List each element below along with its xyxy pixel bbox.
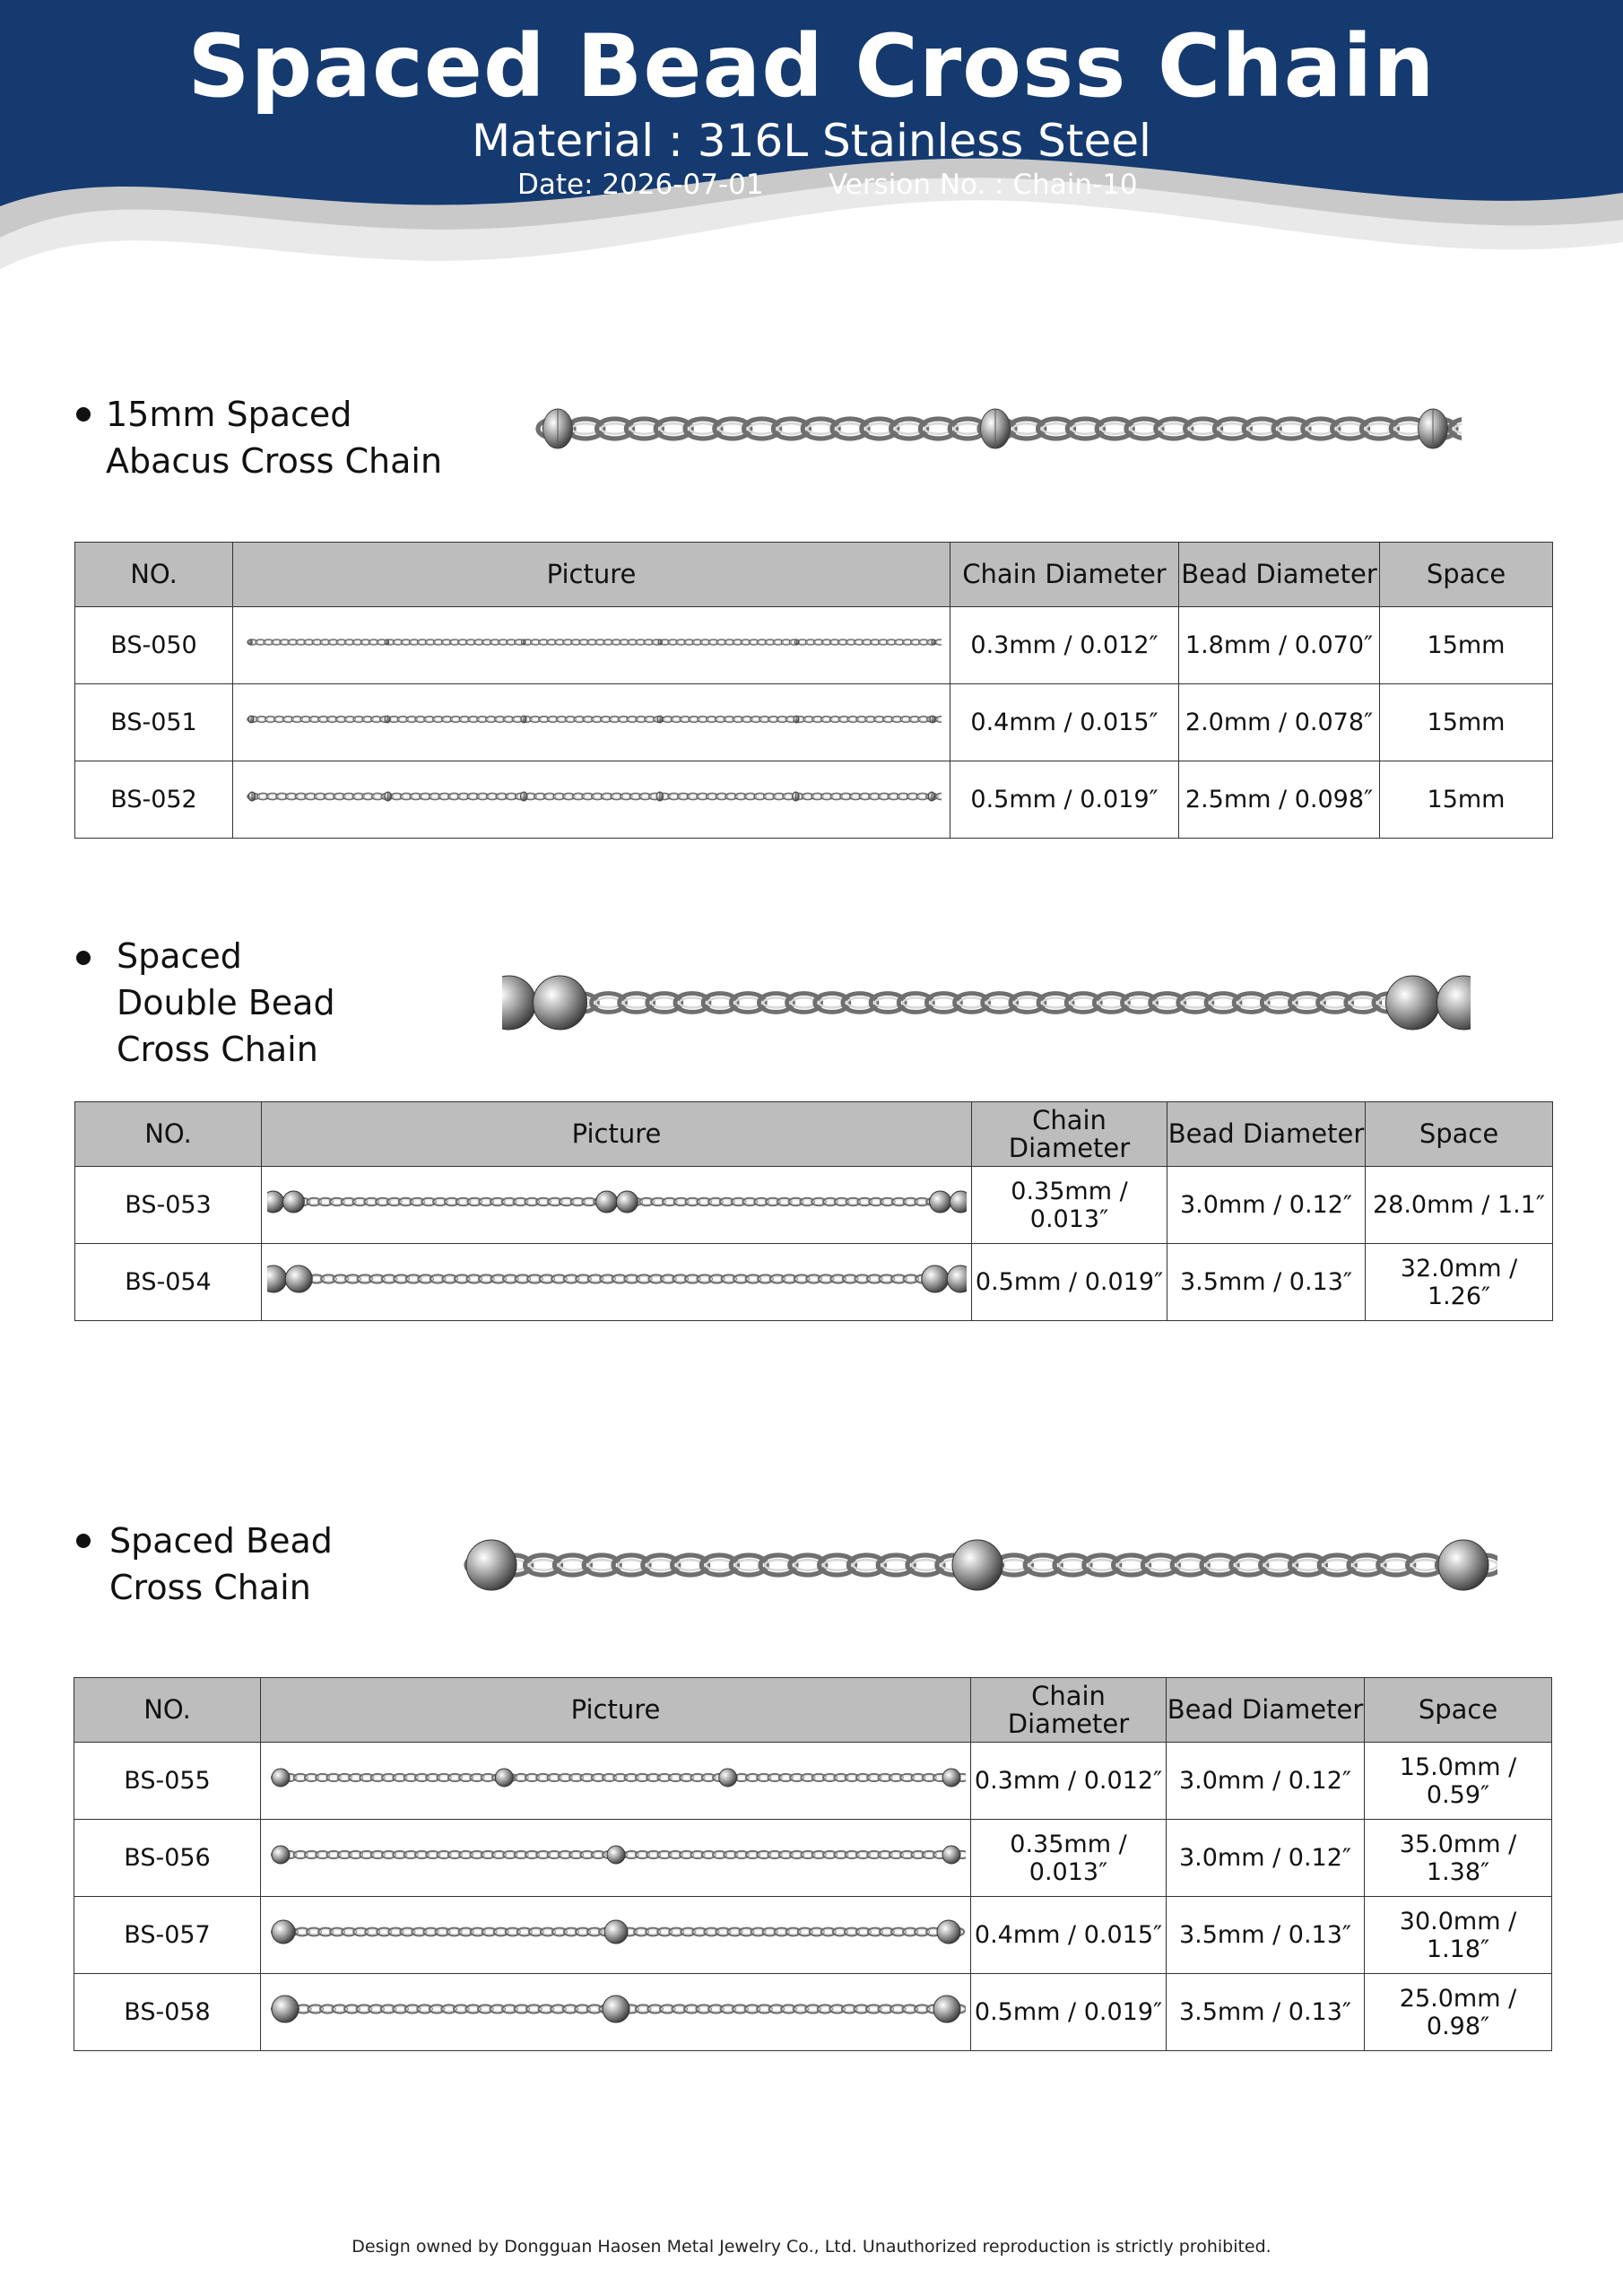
item-number: BS-057 bbox=[74, 1897, 261, 1974]
section-2-title-line-2: Double Bead bbox=[117, 983, 335, 1022]
bead-diameter: 3.0mm / 0.12″ bbox=[1167, 1743, 1365, 1820]
chain-diameter: 0.5mm / 0.019″ bbox=[972, 1244, 1167, 1321]
column-header-no: NO. bbox=[75, 543, 233, 607]
space: 30.0mm / 1.18″ bbox=[1365, 1897, 1552, 1974]
chain-diameter: 0.5mm / 0.019″ bbox=[971, 1974, 1167, 2051]
section-3-title bbox=[109, 1518, 333, 1611]
column-header-chain-diameter: Chain Diameter bbox=[950, 543, 1179, 607]
chain-links bbox=[508, 994, 1471, 1013]
chain-links bbox=[247, 717, 942, 723]
chain-diameter: 0.4mm / 0.015″ bbox=[971, 1897, 1167, 1974]
table-row bbox=[75, 607, 1553, 684]
column-header-picture: Picture bbox=[261, 1678, 971, 1743]
chain-diameter: 0.3mm / 0.012″ bbox=[950, 607, 1179, 684]
item-number: BS-054 bbox=[75, 1244, 262, 1321]
column-header-picture: Picture bbox=[233, 543, 950, 607]
chain-thumbnail bbox=[242, 778, 942, 814]
beads bbox=[543, 409, 1448, 448]
chain-links bbox=[273, 1274, 967, 1283]
section-1-bullet bbox=[76, 407, 91, 422]
bead-diameter: 3.5mm / 0.13″ bbox=[1167, 1897, 1365, 1974]
column-header-chain-diameter: Chain Diameter bbox=[971, 1678, 1167, 1743]
double-bead-chain-hero-image bbox=[502, 958, 1471, 1048]
section-3-title-line-1: Spaced Bead bbox=[109, 1521, 333, 1561]
section-3-bullet bbox=[76, 1534, 91, 1548]
bead-diameter: 2.0mm / 0.078″ bbox=[1179, 684, 1380, 761]
section-1-title-line-1: 15mm Spaced bbox=[106, 395, 352, 434]
chain-links bbox=[247, 793, 942, 799]
item-number: BS-055 bbox=[74, 1743, 261, 1820]
item-number: BS-056 bbox=[74, 1820, 261, 1897]
chain-diameter: 0.4mm / 0.015″ bbox=[950, 684, 1179, 761]
chain-thumbnail bbox=[266, 1914, 966, 1950]
beads bbox=[267, 1191, 967, 1213]
space: 28.0mm / 1.1″ bbox=[1366, 1167, 1553, 1244]
column-header-picture: Picture bbox=[262, 1102, 972, 1167]
space: 35.0mm / 1.38″ bbox=[1365, 1820, 1552, 1897]
chain-thumbnail bbox=[266, 1837, 966, 1873]
spaced-bead-chain-hero-image bbox=[457, 1525, 1497, 1605]
section-2-title-line-3: Cross Chain bbox=[117, 1030, 318, 1069]
page-header bbox=[0, 0, 1623, 296]
column-header-no: NO. bbox=[74, 1678, 261, 1743]
table-row bbox=[75, 1244, 1553, 1321]
bead-diameter: 3.0mm / 0.12″ bbox=[1167, 1167, 1366, 1244]
chain-thumbnail bbox=[267, 1259, 967, 1299]
item-number: BS-050 bbox=[75, 607, 233, 684]
column-header-space: Space bbox=[1365, 1678, 1552, 1743]
space: 15mm bbox=[1380, 607, 1553, 684]
column-header-space: Space bbox=[1366, 1102, 1553, 1167]
section-2-title bbox=[117, 933, 335, 1073]
chain-thumbnail bbox=[242, 624, 942, 660]
item-number: BS-053 bbox=[75, 1167, 262, 1244]
material-subtitle: Material : 316L Stainless Steel bbox=[472, 115, 1151, 167]
column-header-bead-diameter: Bead Diameter bbox=[1179, 543, 1380, 607]
table-row bbox=[75, 1167, 1553, 1244]
chain-thumbnail bbox=[242, 701, 942, 737]
space: 25.0mm / 0.98″ bbox=[1365, 1974, 1552, 2051]
bead-diameter: 3.5mm / 0.13″ bbox=[1167, 1974, 1365, 2051]
column-header-bead-diameter: Bead Diameter bbox=[1167, 1102, 1366, 1167]
space: 15mm bbox=[1380, 684, 1553, 761]
table-double-bead-chain bbox=[74, 1101, 1553, 1321]
column-header-chain-diameter: Chain Diameter bbox=[972, 1102, 1167, 1167]
chain-thumbnail bbox=[267, 1182, 967, 1222]
table-row bbox=[75, 761, 1553, 839]
bead-diameter: 3.0mm / 0.12″ bbox=[1167, 1820, 1365, 1897]
section-1-title-line-2: Abacus Cross Chain bbox=[106, 441, 443, 481]
table-row bbox=[74, 1820, 1552, 1897]
chain-diameter: 0.35mm / 0.013″ bbox=[971, 1820, 1167, 1897]
chain-links bbox=[247, 639, 942, 645]
section-1-title bbox=[106, 391, 442, 484]
bead-diameter: 1.8mm / 0.070″ bbox=[1179, 607, 1380, 684]
column-header-no: NO. bbox=[75, 1102, 262, 1167]
item-number: BS-051 bbox=[75, 684, 233, 761]
table-row bbox=[74, 1897, 1552, 1974]
item-number: BS-058 bbox=[74, 1974, 261, 2051]
date-label: Date: 2026-07-01 bbox=[517, 169, 764, 201]
copyright-footer: Design owned by Dongguan Haosen Metal Jewelry Co., Ltd. Unauthorized reproduction is strictly prohibited. bbox=[352, 2237, 1271, 2257]
version-label: Version No. : Chain-10 bbox=[829, 169, 1138, 201]
chain-diameter: 0.35mm / 0.013″ bbox=[972, 1167, 1167, 1244]
page-title: Spaced Bead Cross Chain bbox=[187, 16, 1436, 117]
table-spaced-bead-chain bbox=[74, 1677, 1552, 2051]
chain-thumbnail bbox=[266, 1989, 966, 2029]
bead-diameter: 2.5mm / 0.098″ bbox=[1179, 761, 1380, 839]
table-abacus-chain bbox=[74, 542, 1553, 839]
chain-diameter: 0.5mm / 0.019″ bbox=[950, 761, 1179, 839]
section-3-title-line-2: Cross Chain bbox=[109, 1568, 311, 1607]
space: 15.0mm / 0.59″ bbox=[1365, 1743, 1552, 1820]
bead-diameter: 3.5mm / 0.13″ bbox=[1167, 1244, 1366, 1321]
chain-links bbox=[272, 1774, 966, 1781]
table-row bbox=[74, 1743, 1552, 1820]
table-row bbox=[75, 684, 1553, 761]
column-header-bead-diameter: Bead Diameter bbox=[1167, 1678, 1365, 1743]
chain-thumbnail bbox=[266, 1760, 966, 1796]
abacus-chain-hero-image bbox=[529, 384, 1462, 474]
space: 15mm bbox=[1380, 761, 1553, 839]
chain-diameter: 0.3mm / 0.012″ bbox=[971, 1743, 1167, 1820]
section-2-bullet bbox=[76, 951, 91, 965]
table-row bbox=[74, 1974, 1552, 2051]
item-number: BS-052 bbox=[75, 761, 233, 839]
space: 32.0mm / 1.26″ bbox=[1366, 1244, 1553, 1321]
section-2-title-line-1: Spaced bbox=[117, 936, 242, 976]
column-header-space: Space bbox=[1380, 543, 1553, 607]
